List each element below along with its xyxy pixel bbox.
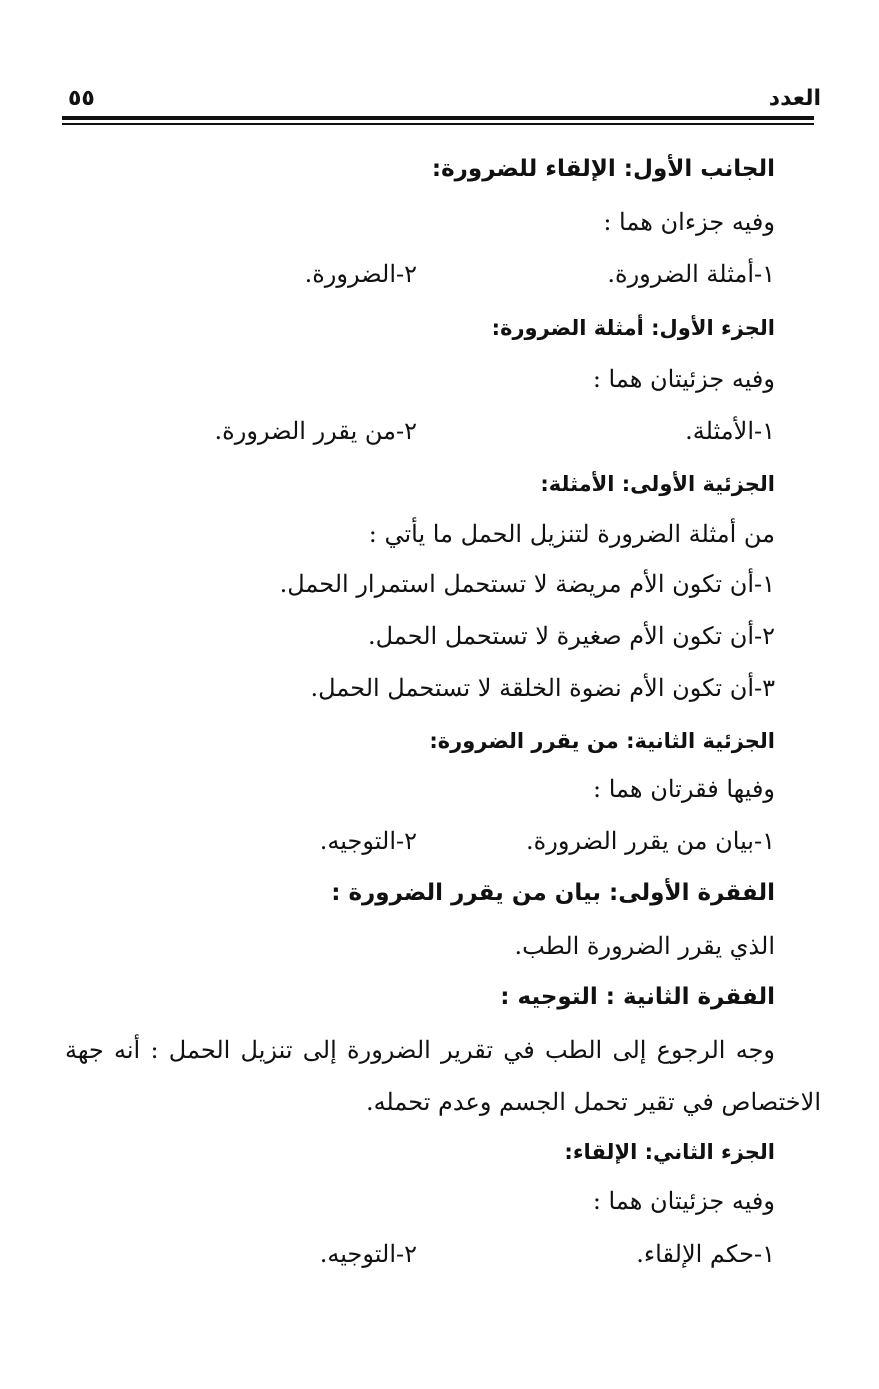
list-item: ١-أمثلة الضرورة.	[607, 260, 775, 288]
part-heading: الجزء الثاني: الإلقاء:	[564, 1140, 775, 1164]
paragraph-text: وفيه جزئيتان هما :	[592, 365, 775, 393]
list-item: ٣-أن تكون الأم نضوة الخلقة لا تستحمل الحمل.	[310, 674, 775, 702]
subpart-heading: الجزئية الثانية: من يقرر الضرورة:	[429, 729, 775, 753]
paragraph-text: وفيه جزءان هما :	[603, 208, 775, 236]
paragraph-heading: الفقرة الثانية : التوجيه :	[500, 984, 775, 1010]
list-item: ٢-التوجيه.	[319, 827, 417, 855]
header-rule-thick	[62, 116, 814, 120]
subpart-heading: الجزئية الأولى: الأمثلة:	[540, 472, 775, 496]
paragraph-text: وفيه جزئيتان هما :	[592, 1187, 775, 1215]
list-item: ١-بيان من يقرر الضرورة.	[526, 827, 775, 855]
page-number: ٥٥	[68, 86, 95, 111]
list-item: ٢-الضرورة.	[304, 260, 417, 288]
paragraph-heading: الفقرة الأولى: بيان من يقرر الضرورة :	[331, 880, 775, 906]
list-item: ٢-التوجيه.	[319, 1240, 417, 1268]
list-item: ١-الأمثلة.	[685, 417, 775, 445]
paragraph-text: الاختصاص في تقير تحمل الجسم وعدم تحمله.	[365, 1088, 821, 1116]
paragraph-text: وجه الرجوع إلى الطب في تقرير الضرورة إلى تنزيل الحمل : أنه جهة	[65, 1036, 775, 1064]
list-item: ١-أن تكون الأم مريضة لا تستحمل استمرار الحمل.	[279, 570, 775, 598]
paragraph-text: وفيها فقرتان هما :	[593, 775, 775, 803]
part-heading: الجزء الأول: أمثلة الضرورة:	[491, 316, 775, 340]
running-header-title: العدد	[768, 86, 821, 111]
section-heading: الجانب الأول: الإلقاء للضرورة:	[431, 156, 775, 182]
header-rule-thin	[62, 123, 814, 125]
paragraph-text: الذي يقرر الضرورة الطب.	[514, 932, 775, 960]
list-item: ٢-من يقرر الضرورة.	[214, 417, 417, 445]
list-item: ١-حكم الإلقاء.	[636, 1240, 775, 1268]
list-item: ٢-أن تكون الأم صغيرة لا تستحمل الحمل.	[368, 622, 775, 650]
paragraph-text: من أمثلة الضرورة لتنزيل الحمل ما يأتي :	[368, 520, 775, 548]
